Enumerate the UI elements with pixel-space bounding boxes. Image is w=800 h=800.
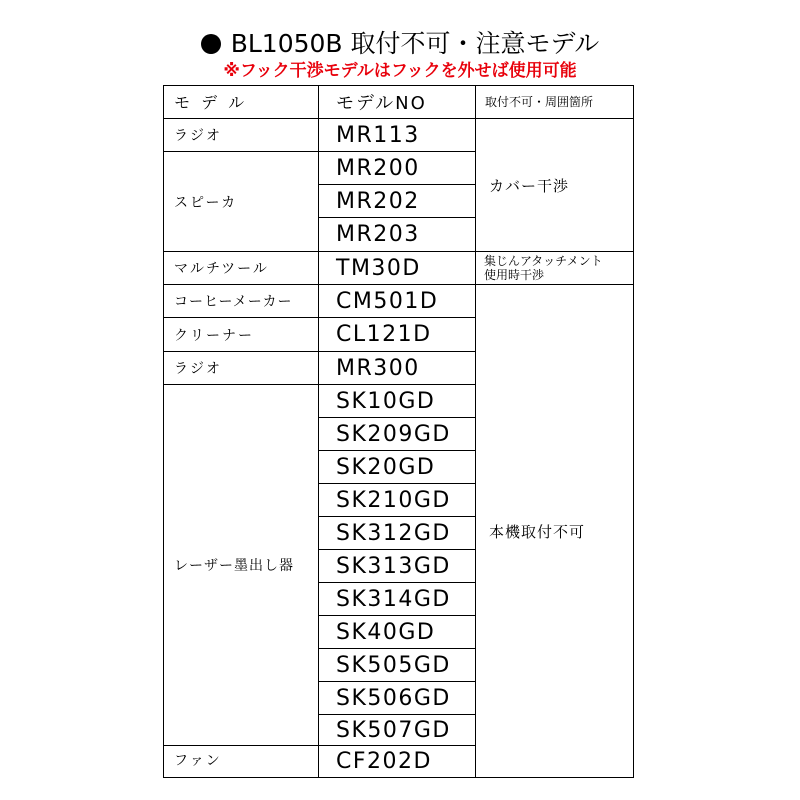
model-no-cell: MR203 [336, 222, 420, 247]
code-rule [318, 777, 476, 778]
category-cell: ラジオ [174, 361, 222, 377]
model-no-cell: CF202D [336, 749, 432, 774]
model-no-cell: SK10GD [336, 388, 436, 414]
model-no-cell: SK312GD [336, 520, 451, 546]
note-line: 集じんアタッチメント [484, 254, 603, 268]
model-no-cell: MR300 [336, 355, 420, 381]
page-subtitle: ※フック干渉モデルはフックを外せば使用可能 [223, 61, 577, 81]
model-no-cell: CM501D [336, 288, 439, 314]
note-cell [477, 252, 632, 284]
model-no-cell: SK209GD [336, 421, 451, 447]
header-model-no: モデルNO [336, 92, 427, 114]
note-rule [475, 777, 634, 778]
category-cell: スピーカ [174, 194, 238, 211]
category-cell: レーザー墨出し器 [174, 558, 294, 574]
table-left-border [163, 85, 164, 777]
model-no-cell: SK506GD [336, 685, 451, 711]
note-cell: 本機取付不可 [489, 522, 586, 541]
model-no-cell: MR200 [336, 155, 420, 181]
category-cell: コーヒーメーカー [174, 294, 293, 310]
model-no-cell: CL121D [336, 322, 432, 347]
note-cell: カバー干渉 [489, 176, 570, 195]
header-note: 取付不可・周囲箇所 [485, 95, 594, 109]
model-no-cell: SK505GD [336, 652, 451, 678]
cat-rule [163, 777, 319, 778]
model-no-cell: SK313GD [336, 553, 451, 579]
model-no-cell: SK210GD [336, 487, 451, 513]
header-category: モ デ ル [174, 93, 248, 112]
title-text: BL1050B 取付不可・注意モデル [230, 29, 600, 58]
bullet-icon [201, 34, 221, 54]
category-cell: ラジオ [174, 128, 222, 144]
note-line: 使用時干渉 [484, 268, 545, 282]
model-no-cell: TM30D [336, 255, 421, 281]
category-cell: クリーナー [174, 327, 254, 344]
model-no-cell: SK40GD [336, 619, 436, 645]
category-cell: ファン [174, 753, 222, 769]
model-no-cell: SK314GD [336, 586, 451, 612]
model-no-cell: SK20GD [336, 454, 436, 480]
model-no-cell: MR202 [336, 188, 420, 214]
category-cell: マルチツール [174, 261, 269, 277]
model-no-cell: SK507GD [336, 717, 451, 743]
page-title [0, 28, 800, 60]
model-no-cell: MR113 [336, 122, 420, 148]
